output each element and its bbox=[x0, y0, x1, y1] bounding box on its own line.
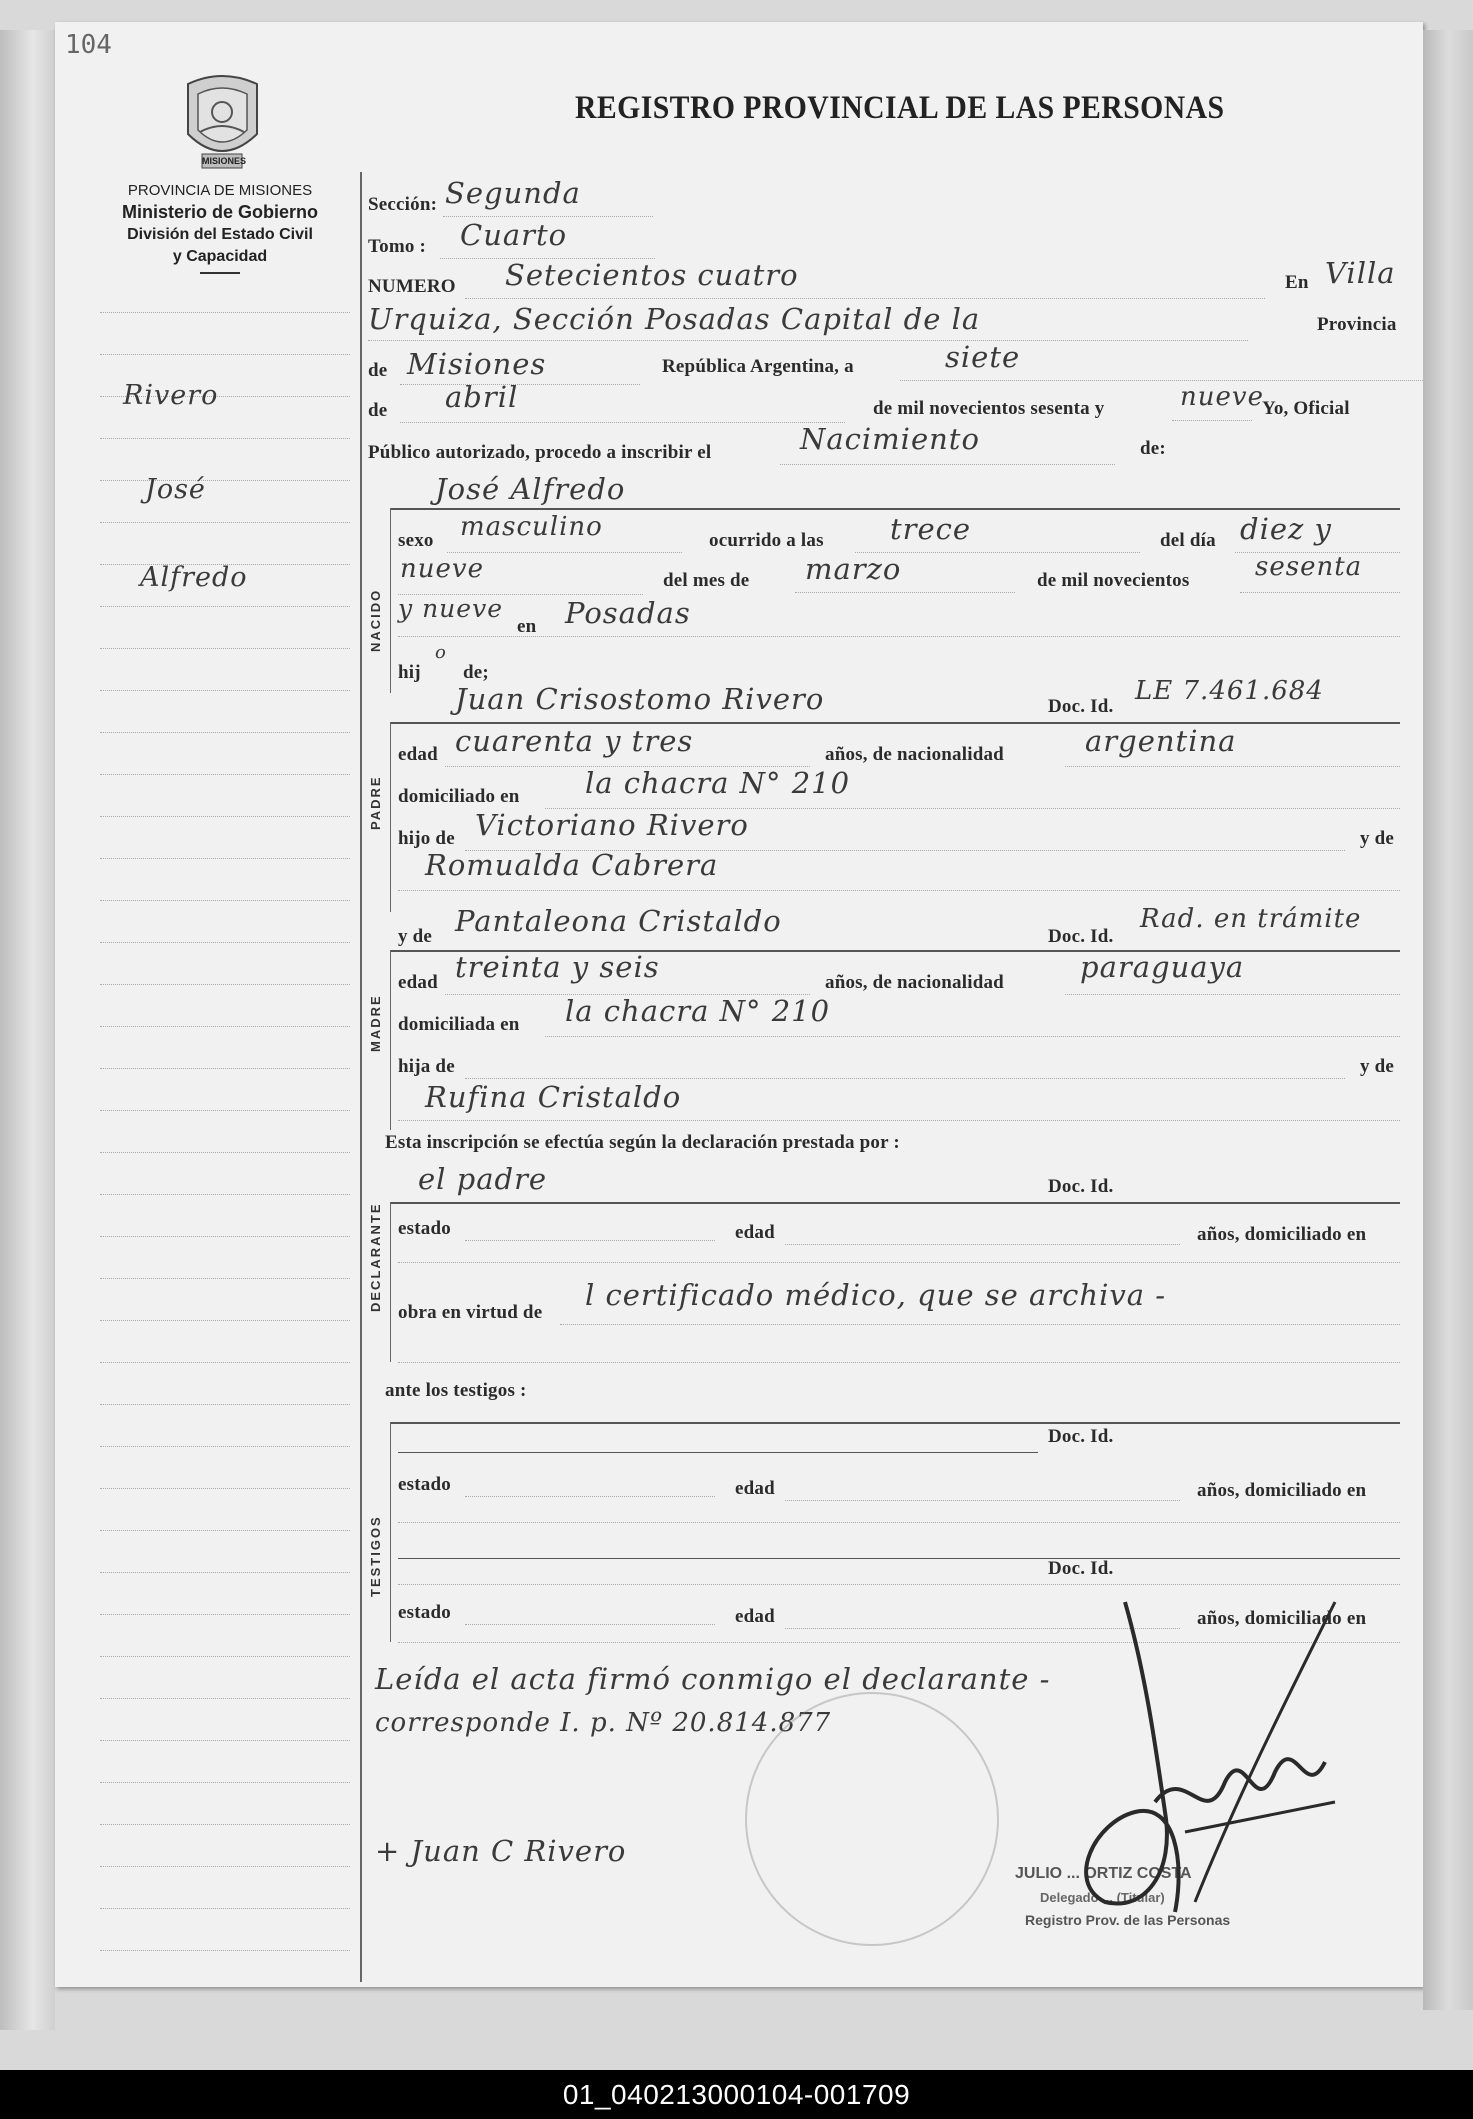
margin-surname: Rivero bbox=[123, 380, 219, 411]
side-label-padre: PADRE bbox=[368, 775, 383, 830]
label-testigo2-estado: estado bbox=[398, 1602, 451, 1623]
label-madre-dom: domiciliada en bbox=[398, 1014, 520, 1035]
label-de-mil: de mil novecientos sesenta y bbox=[873, 398, 1105, 419]
margin-rule-line bbox=[100, 1908, 350, 1909]
label-padre-dom: domiciliado en bbox=[398, 786, 520, 807]
margin-rule-line bbox=[100, 1530, 350, 1531]
label-en-lugar: en bbox=[517, 616, 537, 637]
margin-rule-line bbox=[100, 1320, 350, 1321]
side-label-nacido: NACIDO bbox=[368, 588, 383, 652]
margin-rule-line bbox=[100, 1740, 350, 1741]
label-madre: y de bbox=[398, 926, 433, 947]
margin-rule-line bbox=[100, 816, 350, 817]
book-spine bbox=[0, 30, 55, 2030]
value-padre-edad: cuarenta y tres bbox=[455, 724, 694, 758]
label-testigo1-dom: años, domiciliado en bbox=[1197, 1480, 1367, 1501]
label-testigo1-edad: edad bbox=[735, 1478, 775, 1499]
margin-rule-line bbox=[100, 1614, 350, 1615]
label-testigo2-edad: edad bbox=[735, 1606, 775, 1627]
value-dia-nac: diez y bbox=[1240, 512, 1332, 546]
label-del-mes: del mes de bbox=[663, 570, 750, 591]
value-declarante: el padre bbox=[418, 1162, 548, 1196]
value-cierre-1: Leída el acta firmó conmigo el declarante - bbox=[375, 1662, 1051, 1696]
label-padre-nac: años, de nacionalidad bbox=[825, 744, 1004, 765]
margin-rule-line bbox=[100, 1866, 350, 1867]
margin-rule-line bbox=[100, 1236, 350, 1237]
margin-rule-line bbox=[100, 1488, 350, 1489]
margin-rule-line bbox=[100, 1404, 350, 1405]
value-anio-nac-2: y nueve bbox=[398, 594, 503, 623]
header-rule bbox=[200, 272, 240, 274]
margin-rule-line bbox=[100, 480, 350, 481]
value-abuela-madre: Rufina Cristaldo bbox=[425, 1080, 682, 1114]
label-ante-testigos: ante los testigos : bbox=[385, 1380, 527, 1401]
label-republica: República Argentina, a bbox=[662, 356, 854, 377]
stamp-line-2: Delegado ... (Titular) bbox=[1040, 1890, 1165, 1905]
value-provincia: Misiones bbox=[407, 347, 547, 381]
official-signature bbox=[1035, 1582, 1375, 1952]
value-mes-acta: abril bbox=[445, 380, 519, 414]
value-seccion: Segunda bbox=[445, 176, 581, 210]
label-sexo: sexo bbox=[398, 530, 434, 551]
margin-rule-line bbox=[100, 732, 350, 733]
archive-id-footer: 01_040213000104-001709 bbox=[0, 2070, 1473, 2119]
margin-rule-line bbox=[100, 1278, 350, 1279]
label-padre-doc: Doc. Id. bbox=[1048, 696, 1114, 717]
margin-rule-line bbox=[100, 690, 350, 691]
margin-rule-line bbox=[100, 1068, 350, 1069]
label-madre-nac: años, de nacionalidad bbox=[825, 972, 1004, 993]
label-ocurrido: ocurrido a las bbox=[709, 530, 824, 551]
margin-rule-line bbox=[100, 1824, 350, 1825]
margin-rule-line bbox=[100, 1950, 350, 1951]
margin-rule-line bbox=[100, 1194, 350, 1195]
margin-rule-line bbox=[100, 1698, 350, 1699]
round-seal-icon bbox=[745, 1692, 999, 1946]
value-lugar-nac: Posadas bbox=[565, 596, 691, 630]
margin-rule-line bbox=[100, 858, 350, 859]
margin-rule-line bbox=[100, 1782, 350, 1783]
value-acto: Nacimiento bbox=[800, 422, 980, 456]
value-padre: Juan Crisostomo Rivero bbox=[455, 682, 825, 716]
label-declarante-estado: estado bbox=[398, 1218, 451, 1239]
label-hijo-de: de; bbox=[463, 662, 489, 683]
label-testigo2-doc: Doc. Id. bbox=[1048, 1558, 1114, 1579]
value-numero: Setecientos cuatro bbox=[505, 258, 799, 292]
page-title: REGISTRO PROVINCIAL DE LAS PERSONAS bbox=[575, 90, 1225, 126]
value-firma: + Juan C Rivero bbox=[375, 1834, 627, 1868]
margin-rule-line bbox=[100, 1152, 350, 1153]
value-anio-acta: nueve bbox=[1180, 382, 1264, 412]
margin-rule-line bbox=[100, 774, 350, 775]
label-abuela-madre: hija de bbox=[398, 1056, 455, 1077]
value-dia-nac-2: nueve bbox=[400, 554, 484, 584]
label-declaracion: Esta inscripción se efectúa según la declaración prestada por : bbox=[385, 1132, 900, 1153]
side-label-declarante: DECLARANTE bbox=[368, 1202, 383, 1312]
margin-rule-line bbox=[100, 522, 350, 523]
value-mes-nac: marzo bbox=[805, 552, 902, 586]
margin-rule-line bbox=[100, 1362, 350, 1363]
margin-rule-line bbox=[100, 1446, 350, 1447]
side-label-madre: MADRE bbox=[368, 994, 383, 1052]
margin-rule-line bbox=[100, 606, 350, 607]
label-madre-edad: edad bbox=[398, 972, 438, 993]
org-line-4: y Capacidad bbox=[172, 248, 268, 265]
label-del-dia: del día bbox=[1160, 530, 1216, 551]
label-abuelo: hijo de bbox=[398, 828, 455, 849]
value-madre-doc: Rad. en trámite bbox=[1140, 904, 1362, 934]
label-de-colon: de: bbox=[1140, 438, 1166, 459]
label-yo-oficial: Yo, Oficial bbox=[1262, 398, 1350, 419]
value-padre-dom: la chacra N° 210 bbox=[585, 766, 851, 800]
value-sexo: masculino bbox=[460, 512, 603, 542]
label-declarante-dom: años, domiciliado en bbox=[1197, 1224, 1367, 1245]
value-obra: l certificado médico, que se archiva - bbox=[585, 1278, 1167, 1312]
value-padre-nac: argentina bbox=[1085, 724, 1237, 758]
value-nombre: José Alfredo bbox=[435, 472, 626, 506]
value-padre-doc: LE 7.461.684 bbox=[1135, 676, 1324, 706]
label-publico: Público autorizado, procedo a inscribir el bbox=[368, 442, 712, 463]
value-hora: trece bbox=[890, 512, 972, 546]
value-cierre-2: corresponde I. p. Nº 20.814.877 bbox=[375, 1708, 832, 1738]
org-line-3: División del Estado Civil bbox=[127, 226, 313, 243]
margin-rule-line bbox=[100, 942, 350, 943]
value-madre-edad: treinta y seis bbox=[455, 950, 660, 984]
stamp-line-3: Registro Prov. de las Personas bbox=[1025, 1912, 1231, 1928]
value-tomo: Cuarto bbox=[460, 218, 568, 252]
label-seccion: Sección: bbox=[368, 194, 438, 215]
value-madre-dom: la chacra N° 210 bbox=[565, 994, 831, 1028]
margin-rule-line bbox=[100, 1572, 350, 1573]
label-provincia: Provincia bbox=[1317, 314, 1397, 335]
org-line-1: PROVINCIA DE MISIONES bbox=[127, 182, 313, 199]
value-abuelo: Victoriano Rivero bbox=[475, 808, 749, 842]
seal-text: MISIONES bbox=[202, 156, 247, 166]
value-hijo-suffix: o bbox=[435, 642, 447, 663]
margin-rule-line bbox=[100, 1656, 350, 1657]
value-en: Villa bbox=[1325, 256, 1396, 290]
value-madre-nac: paraguaya bbox=[1080, 950, 1245, 984]
label-declarante-doc: Doc. Id. bbox=[1048, 1176, 1114, 1197]
value-dia-acta: siete bbox=[945, 340, 1021, 374]
margin-rule-line bbox=[100, 438, 350, 439]
margin-rule-line bbox=[100, 1026, 350, 1027]
value-madre: Pantaleona Cristaldo bbox=[455, 904, 782, 938]
margin-rule-line bbox=[100, 1110, 350, 1111]
value-abuela: Romualda Cabrera bbox=[425, 848, 719, 882]
label-numero: NUMERO bbox=[368, 276, 456, 297]
margin-first-name: José bbox=[145, 474, 206, 505]
margin-middle-name: Alfredo bbox=[140, 562, 248, 593]
stamp-line-1: JULIO ... ORTIZ COSTA bbox=[1015, 1865, 1192, 1882]
label-declarante-edad: edad bbox=[735, 1222, 775, 1243]
document-page bbox=[55, 22, 1423, 1987]
label-de-provincia: de bbox=[368, 360, 388, 381]
label-hijo: hij bbox=[398, 662, 421, 683]
label-padre-y-de: y de bbox=[1360, 828, 1395, 849]
value-lugar: Urquiza, Sección Posadas Capital de la bbox=[368, 302, 981, 336]
page-number: 104 bbox=[65, 30, 112, 60]
label-testigo2-dom: años, domiciliado en bbox=[1197, 1608, 1367, 1629]
margin-rule-line bbox=[100, 984, 350, 985]
label-testigo1-doc: Doc. Id. bbox=[1048, 1426, 1114, 1447]
side-label-testigos: TESTIGOS bbox=[368, 1515, 383, 1597]
column-divider bbox=[360, 172, 362, 1982]
label-testigo1-estado: estado bbox=[398, 1474, 451, 1495]
margin-rule-line bbox=[100, 900, 350, 901]
label-de-mes: de bbox=[368, 400, 388, 421]
label-obra: obra en virtud de bbox=[398, 1302, 543, 1323]
label-en: En bbox=[1285, 272, 1309, 293]
margin-rule-line bbox=[100, 354, 350, 355]
label-de-mil-nov: de mil novecientos bbox=[1037, 570, 1190, 591]
label-tomo: Tomo : bbox=[368, 236, 427, 257]
label-madre-doc: Doc. Id. bbox=[1048, 926, 1114, 947]
margin-rule-line bbox=[100, 312, 350, 313]
org-line-2: Ministerio de Gobierno bbox=[121, 202, 318, 222]
value-anio-nac: sesenta bbox=[1255, 552, 1363, 582]
margin-rule-line bbox=[100, 648, 350, 649]
page-stack-edge bbox=[1423, 30, 1473, 2010]
label-madre-y-de: y de bbox=[1360, 1056, 1395, 1077]
label-padre-edad: edad bbox=[398, 744, 438, 765]
